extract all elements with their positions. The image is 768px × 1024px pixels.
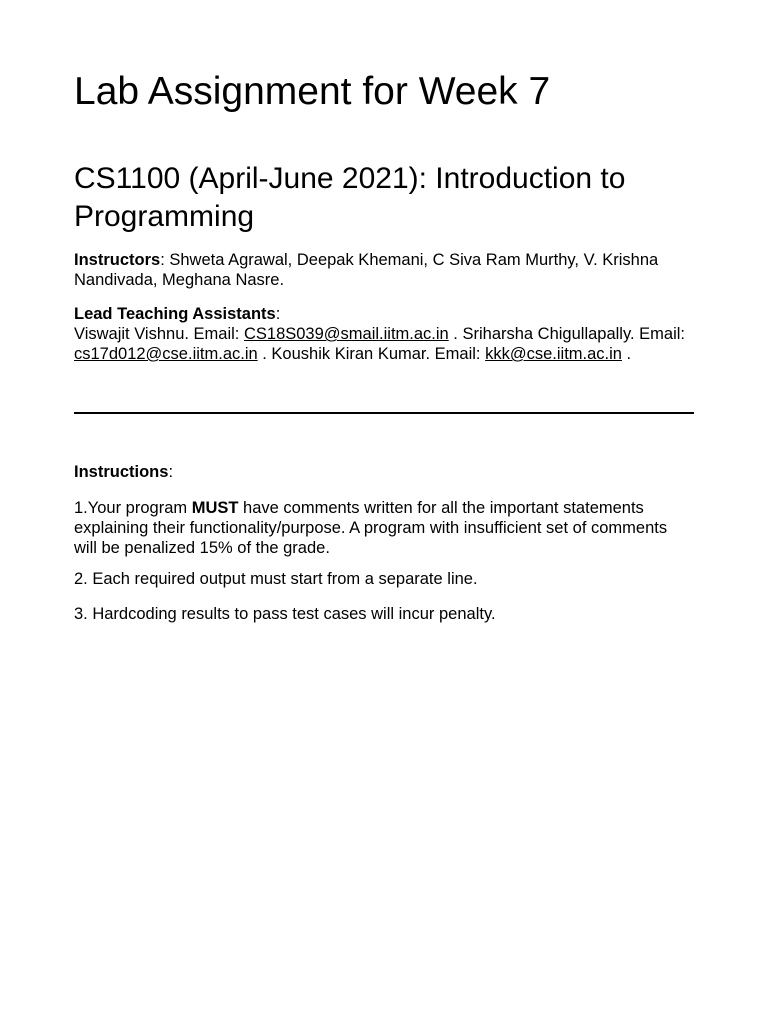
- course-subtitle: CS1100 (April-June 2021): Introduction to Programming: [74, 162, 626, 233]
- ta2-email-link[interactable]: cs17d012@cse.iitm.ac.in: [74, 345, 258, 363]
- item1-prefix: 1.Your program: [74, 499, 192, 517]
- instructions-heading: [74, 462, 694, 482]
- instruction-item-2: 2. Each required output must start from a separate line.: [74, 570, 478, 588]
- ta3-text: . Koushik Kiran Kumar. Email:: [257, 345, 486, 363]
- tas-label: Lead Teaching Assistants: [74, 305, 276, 323]
- tas-separator: :: [275, 305, 281, 323]
- instructions-label: Instructions: [74, 463, 169, 481]
- ta3-email-link[interactable]: kkk@cse.iitm.ac.in: [485, 345, 622, 363]
- ta1-email-link[interactable]: CS18S039@smail.iitm.ac.in: [243, 325, 449, 343]
- instructors-separator: :: [160, 251, 165, 269]
- item1-emphasis: MUST: [191, 499, 239, 517]
- ta2-text: . Sriharsha Chigullapally. Email:: [448, 325, 686, 343]
- ta1-text: Viswajit Vishnu. Email:: [74, 325, 244, 343]
- tas-suffix: .: [621, 345, 632, 363]
- horizontal-divider: [74, 412, 694, 414]
- tas-heading: [74, 304, 694, 324]
- instructors-names: Shweta Agrawal, Deepak Khemani, C Siva Ram Murthy, V. Krishna Nandivada, Meghana Nasre.: [74, 251, 659, 289]
- instruction-item-1: [74, 498, 694, 558]
- instructions-separator: :: [168, 463, 174, 481]
- tas-paragraph: [74, 324, 694, 364]
- instructors-paragraph: [74, 250, 694, 290]
- instructors-label: Instructors: [74, 251, 161, 269]
- page-title: Lab Assignment for Week 7: [74, 70, 551, 113]
- instruction-item-3: 3. Hardcoding results to pass test cases will incur penalty.: [74, 605, 496, 623]
- item1-rest: have comments written for all the important statements explaining their functionality/purpose. A program with insufficient set of comments will be penalized 15% of the grade.: [74, 499, 668, 557]
